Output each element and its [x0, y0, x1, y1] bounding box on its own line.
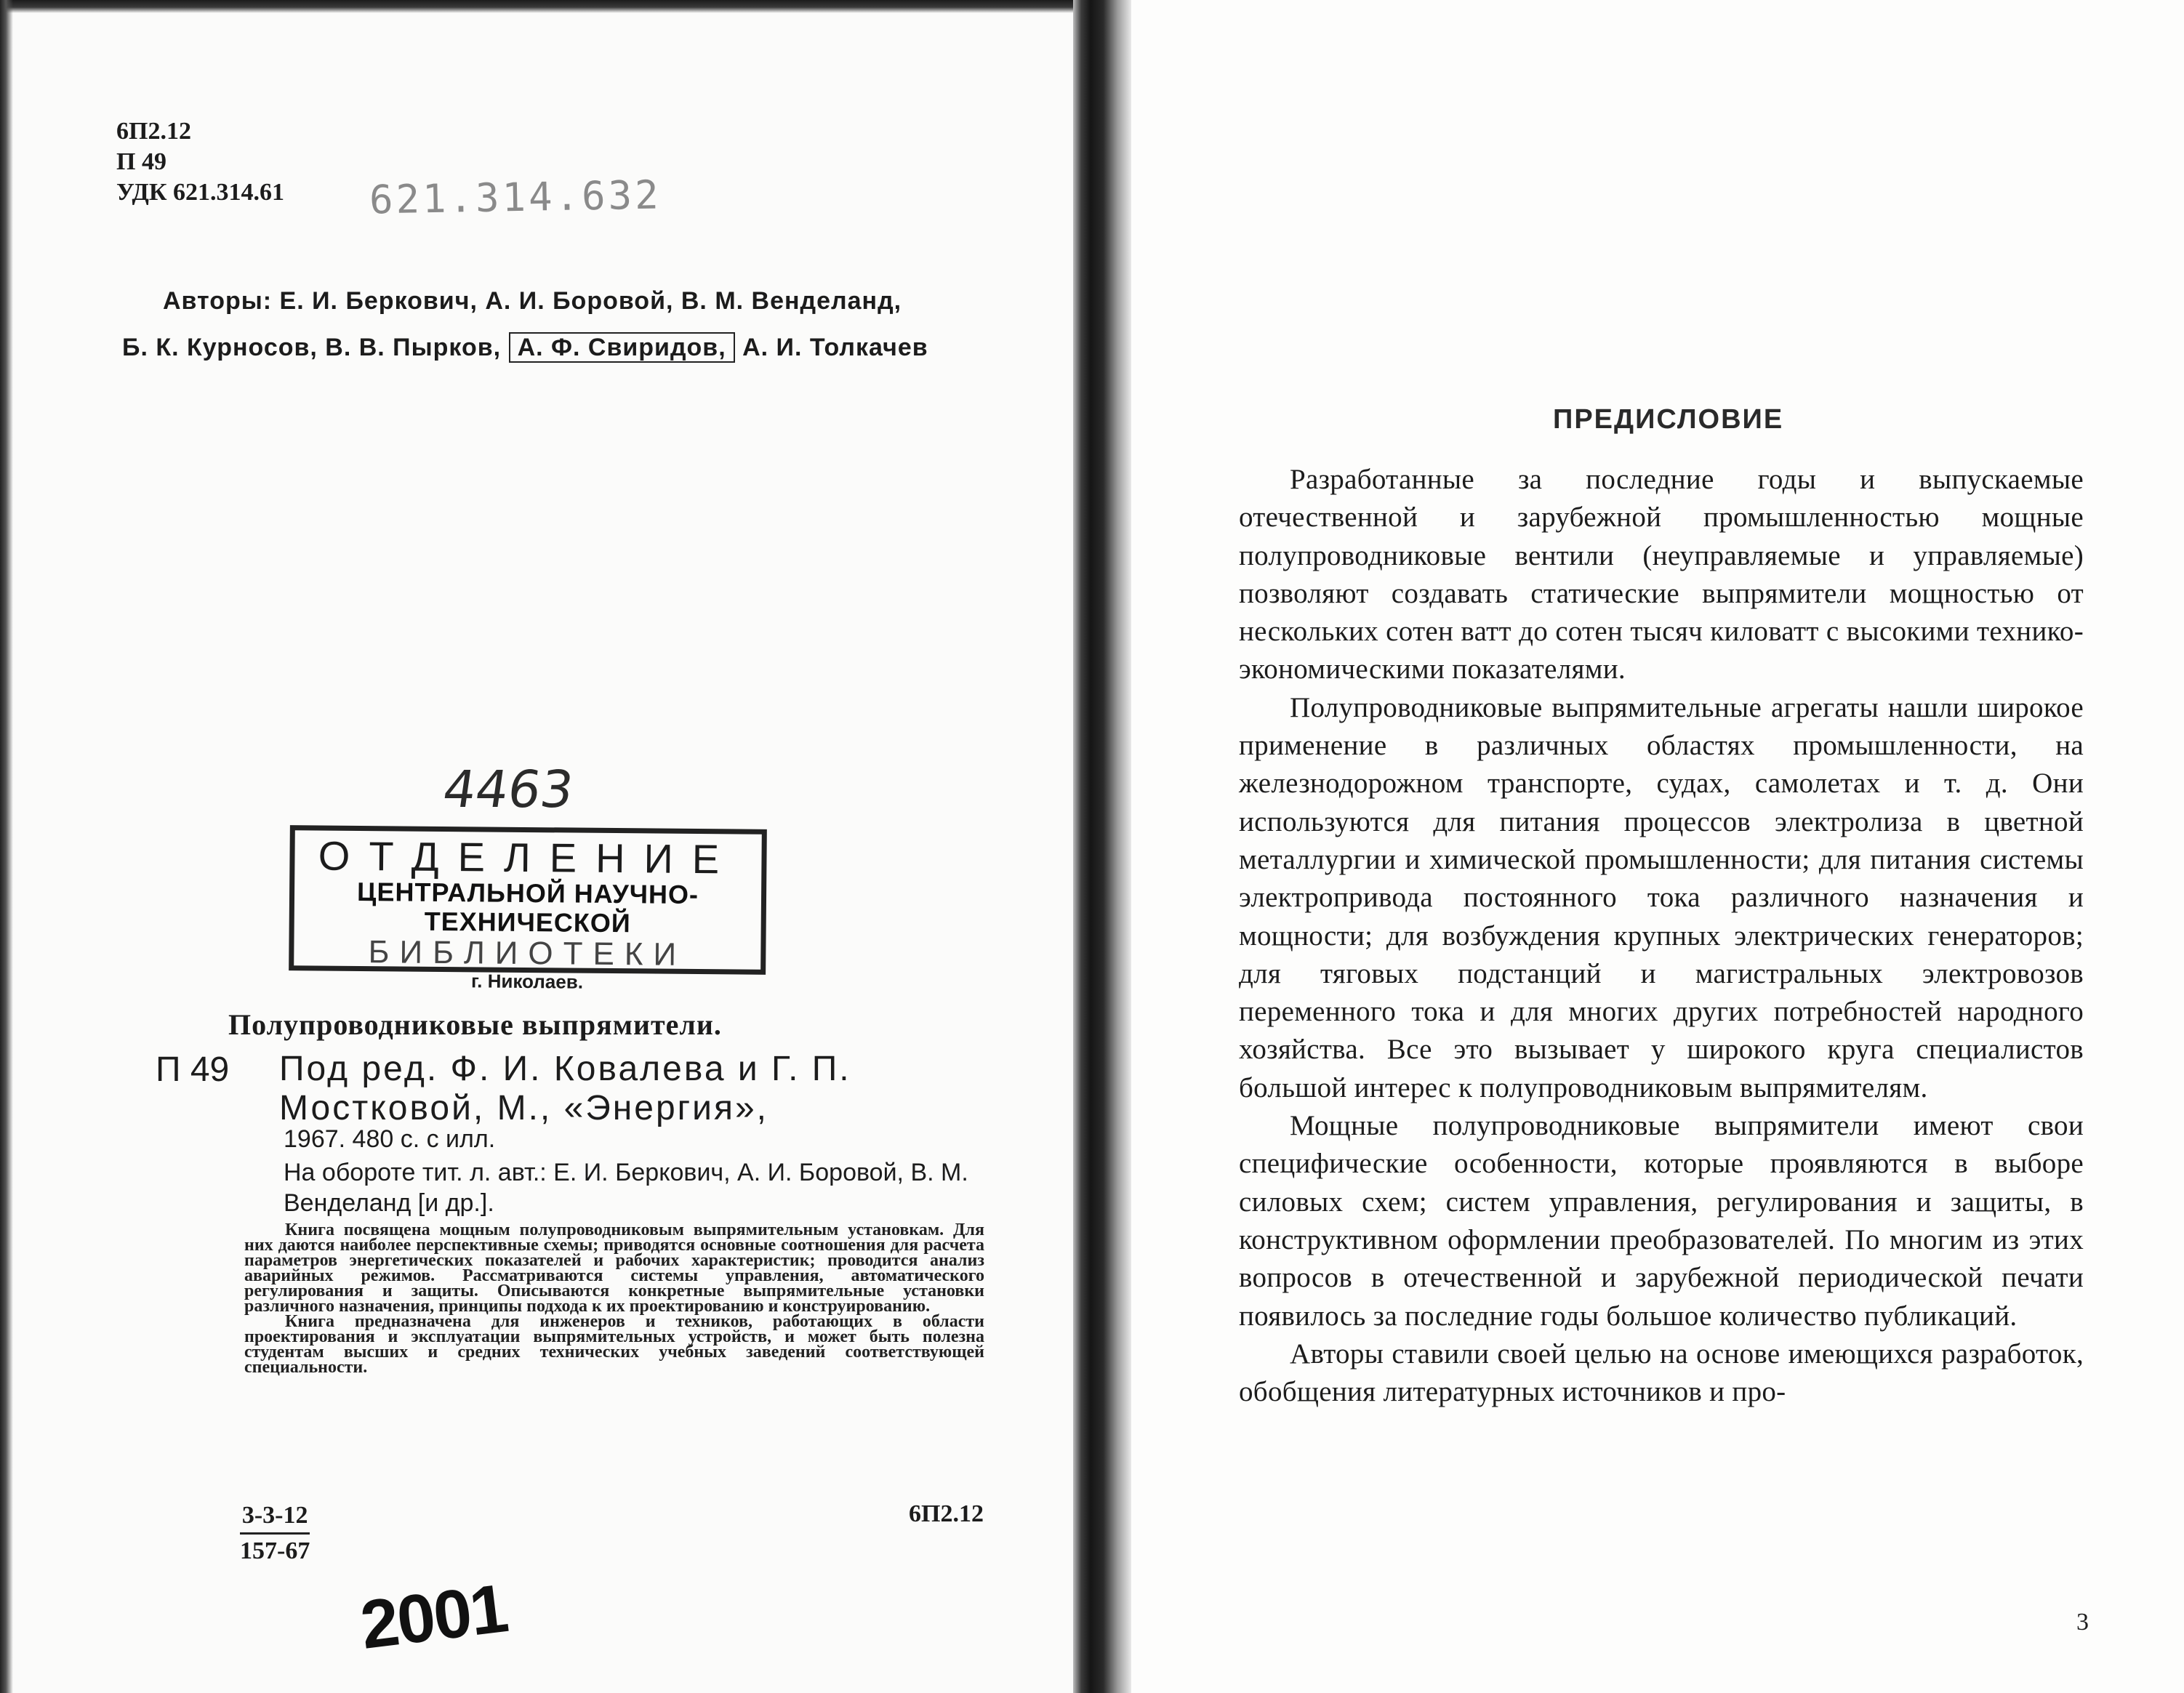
preface-paragraph: Мощные полупроводниковые выпрямители имеют свои специфические особенности, которые проявляются в выборе силовых схем; систем управления, регулирования и защиты, в конструктивном оформлении преобразователей. По многим из этих вопросов в отечественной и зарубежной периодической печати появилось за последние годы большое количество публикаций.	[1239, 1110, 2084, 1332]
call-number: П 49	[156, 1050, 230, 1089]
authors-line-2-end: А. И. Толкачев	[742, 334, 928, 361]
stamp-line-1: ОТДЕЛЕНИЕ	[318, 832, 739, 882]
publisher-index-bottom: 157-67	[240, 1537, 310, 1564]
udc-code: УДК 621.314.61	[116, 179, 285, 206]
preface-paragraph: Авторы ставили своей целью на основе имеющихся разработок, обобщения литературных источников и про-	[1239, 1338, 2084, 1408]
index-divider	[240, 1532, 310, 1535]
stamp-line-3: БИБЛИОТЕКИ	[368, 934, 687, 973]
annotation-paragraph: Книга посвящена мощным полупроводниковым выпрямительным установкам. Для них даются наиболее перспективные схемы; приводятся основные соотношения для расчета параметров энергетических показателей и рабочих характеристик; проводится анализ аварийных режимов. Рассматриваются системы управления, автоматического регулирования и защиты. Описываются конкретные выпрямительные установки различного назначения, принципы подхода к их проектированию и конструированию.	[244, 1221, 984, 1316]
right-page-preface	[1131, 0, 2184, 1693]
preface-title: ПРЕДИСЛОВИЕ	[1553, 404, 1784, 435]
bibliographic-codes	[116, 116, 284, 208]
scan-top-shadow	[0, 0, 1082, 13]
annotation	[244, 1223, 984, 1375]
authors-line-2	[122, 324, 995, 371]
annotation-paragraph: Книга предназначена для инженеров и техников, работающих в области проектирования и эксплуатации выпрямительных устройств, и может быть полезна студентам высших и средних технических учебных заведений соответствующей специальности.	[244, 1312, 984, 1377]
authors-line-1: Авторы: Е. И. Беркович, А. И. Боровой, В. М. Венделанд,	[163, 287, 902, 315]
publisher-index	[240, 1500, 310, 1567]
imprint-editors: Под ред. Ф. И. Ковалева и Г. П. Мостковой, М., «Энергия»,	[279, 1050, 851, 1127]
publisher-index-top: 3-3-12	[241, 1502, 308, 1529]
scan-left-shadow	[0, 0, 13, 1693]
preface-paragraph: Полупроводниковые выпрямительные агрегаты нашли широкое применение в различных областях промышленности, на железнодорожном транспорте, судах, самолетах и т. д. Они используются для питания процессов электролиза в цветной металлургии и химической промышленности; для питания системы электропривода постоянного тока различного назначения и мощности; для возбуждения крупных электрических генераторов; для тяговых подстанций и магистральных электровозов переменного тока и для многих других потребностей народного хозяйства. Все это вызывает у широкого круга специалистов большой интерес к полупроводниковым выпрямителям.	[1239, 691, 2084, 1103]
classification-index: 6П2.12	[909, 1500, 984, 1527]
handwritten-udc: 621.314.632	[369, 172, 662, 223]
preface-body	[1239, 461, 2084, 1411]
stamp-line-2: ЦЕНТРАЛЬНОЙ НАУЧНО-ТЕХНИЧЕСКОЙ	[356, 876, 699, 938]
author-mark: П 49	[116, 148, 166, 175]
handwritten-year: 2001	[356, 1569, 511, 1663]
book-spine-gutter	[1073, 0, 1131, 1693]
authors-block	[122, 278, 995, 371]
handwritten-inventory-number: 4463	[439, 760, 577, 819]
bbk-code: 6П2.12	[116, 118, 191, 145]
book-title: Полупроводниковые выпрямители.	[228, 1008, 722, 1041]
imprint-pages: 1967. 480 с. с илл.	[284, 1125, 496, 1153]
library-stamp	[289, 825, 767, 993]
preface-paragraph: Разработанные за последние годы и выпускаемые отечественной и зарубежной промышленностью мощные полупроводниковые вентили (неуправляемые и управляемые) позволяют создавать статические выпрямители мощностью от нескольких сотен ватт до сотен тысяч киловатт с высокими технико-экономическими показателями.	[1239, 464, 2084, 685]
page-number: 3	[2076, 1609, 2089, 1636]
authors-line-2-start: Б. К. Курносов, В. В. Пырков,	[122, 334, 502, 361]
imprint-reverse-authors: На обороте тит. л. авт.: Е. И. Беркович, А. И. Боровой, В. М. Венделанд [и др.].	[284, 1159, 968, 1217]
boxed-author: А. Ф. Свиридов,	[509, 332, 735, 363]
left-page-title-reverse	[0, 0, 1082, 1693]
stamp-line-4: г. Николаев.	[470, 970, 584, 993]
